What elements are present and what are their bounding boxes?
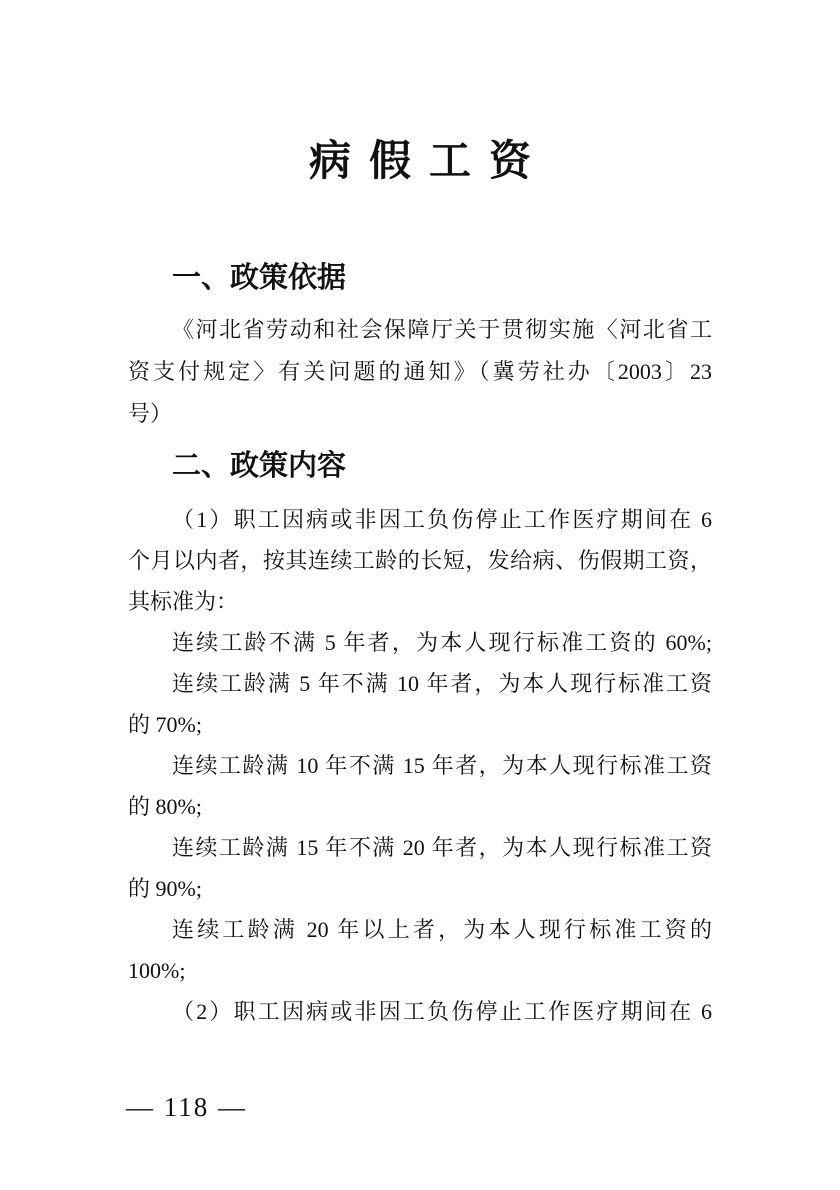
section-heading-policy-basis: 一、政策依据 bbox=[172, 262, 347, 294]
policy-content-paragraphs bbox=[128, 499, 712, 1032]
text-line: 连续工龄满 10 年不满 15 年者，为本人现行标准工资 bbox=[172, 753, 712, 778]
page-title: 病假工资 bbox=[308, 139, 549, 185]
text-line: （2）职工因病或非因工负伤停止工作医疗期间在 6 bbox=[172, 999, 712, 1024]
text-line: 连续工龄满 5 年不满 10 年者，为本人现行标准工资 bbox=[172, 671, 712, 696]
text-line: 的 80%; bbox=[128, 794, 202, 819]
text-line: 《河北省劳动和社会保障厅关于贯彻实施〈河北省工 bbox=[172, 317, 712, 342]
text-line: （1）职工因病或非因工负伤停止工作医疗期间在 6 bbox=[172, 507, 712, 532]
text-line: 号） bbox=[128, 401, 173, 426]
text-line: 100%; bbox=[128, 958, 186, 983]
text-line: 个月以内者，按其连续工龄的长短，发给病、伤假期工资， bbox=[128, 548, 712, 573]
text-line: 的 70%; bbox=[128, 712, 202, 737]
text-line: 其标准为： bbox=[128, 589, 239, 614]
text-line: 连续工龄不满 5 年者，为本人现行标准工资的 60%; bbox=[172, 630, 712, 655]
text-line: 连续工龄满 15 年不满 20 年者，为本人现行标准工资 bbox=[172, 835, 712, 860]
text-line: 资支付规定〉有关问题的通知》（冀劳社办〔2003〕23 bbox=[128, 359, 712, 384]
text-line: 的 90%; bbox=[128, 876, 202, 901]
section-heading-policy-content: 二、政策内容 bbox=[172, 450, 347, 482]
text-line: 连续工龄满 20 年以上者，为本人现行标准工资的 bbox=[172, 917, 712, 942]
page-number: — 118 — bbox=[126, 1092, 247, 1122]
policy-basis-paragraph bbox=[128, 309, 712, 435]
